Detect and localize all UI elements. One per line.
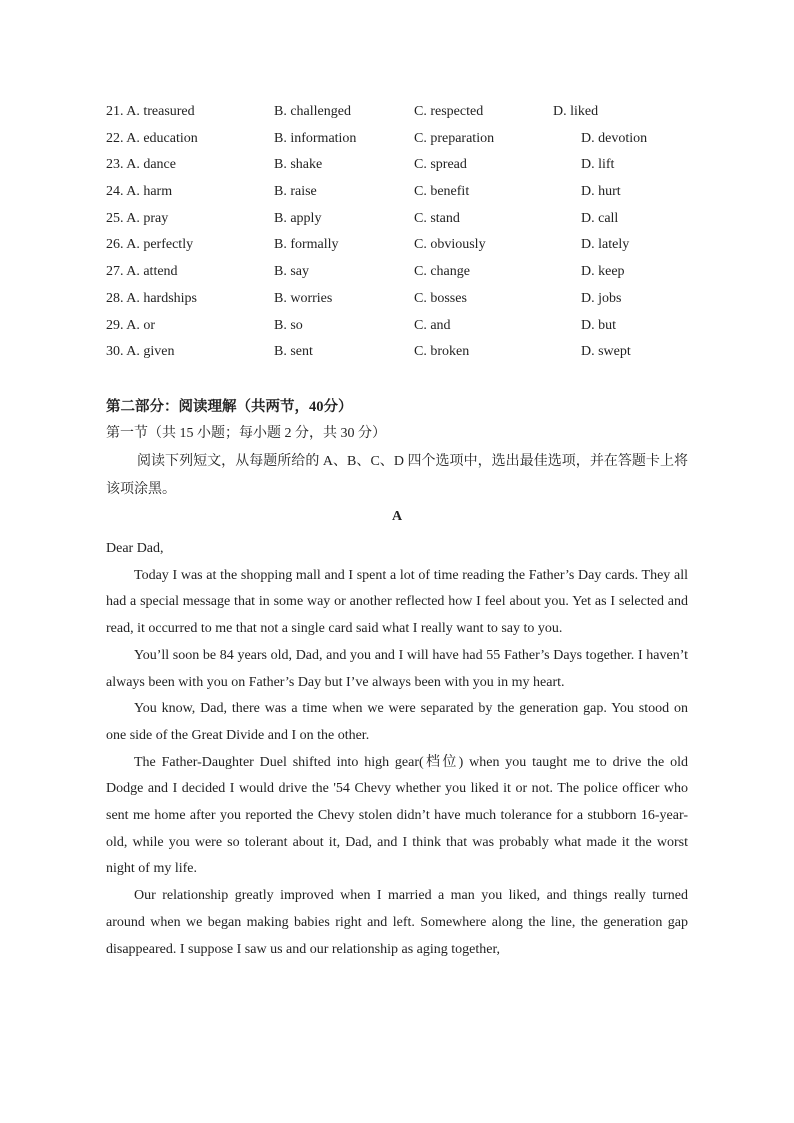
paragraph: Our relationship greatly improved when I married a man you liked, and things really turned around when we began making babies right and left. Somewhere along the line, the generation gap disappeared. I suppose I saw us and our relationship as aging together, [106,888,688,957]
part-heading: 第二部分：阅读理解（共两节，40分） [106,399,353,415]
option-a: 24. A. harm [106,184,173,200]
paragraph: You’ll soon be 84 years old, Dad, and you and I will have had 55 Father’s Days together. I haven’t always been with you on Father’s Day but I’ve always been with you in my heart. [106,647,688,690]
paragraph: Today I was at the shopping mall and I spent a lot of time reading the Father’s Day cards. They all had a special message that in some way or another reflected how I feel about you. Yet as I selected and read, it occurred to me that not a single card said what I really want to say to you. [106,567,688,637]
option-a: 27. A. attend [106,264,178,280]
option-c: C. respected [414,104,484,119]
option-b: B. sent [274,344,313,360]
option-d: D. keep [581,264,625,280]
passage-label: A [391,509,403,524]
option-c: C. broken [414,344,470,360]
option-c: C. stand [414,210,460,226]
option-c: C. obviously [414,237,486,253]
option-c: C. preparation [414,130,495,146]
option-a: 21. A. treasured [106,104,195,119]
option-c: C. bosses [414,290,467,306]
option-c: C. and [414,317,451,333]
option-c: C. change [414,264,470,280]
option-d: D. call [581,210,619,226]
option-a: 30. A. given [106,344,175,360]
option-row-21 [106,102,706,129]
option-d: D. jobs [581,290,622,306]
option-row-29 [106,316,706,343]
option-a: 28. A. hardships [106,290,197,306]
option-row-22 [106,129,706,156]
option-a: 29. A. or [106,317,155,333]
option-row-25 [106,209,706,236]
option-row-26 [106,235,706,262]
section-heading: 第一节（共 15 小题；每小题 2 分，共 30 分） [106,426,386,441]
option-b: B. worries [274,290,333,306]
option-c: C. benefit [414,184,470,200]
instructions: 阅读下列短文，从每题所给的 A、B、C、D 四个选项中，选出最佳选项，并在答题卡上将该项涂黑。 [106,454,688,497]
option-b: B. apply [274,210,322,226]
option-b: B. information [274,130,357,146]
option-row-27 [106,262,706,289]
option-d: D. liked [553,104,599,119]
option-d: D. swept [581,344,631,360]
option-row-28 [106,289,706,316]
passage-body [106,536,688,963]
option-row-23 [106,155,706,182]
paragraph: The Father-Daughter Duel shifted into high gear(档位) when you taught me to drive the old Dodge and I decided I would drive the '54 Chevy whether you liked it or not. The police officer who sent me home after you reported the Chevy stolen didn’t have much tolerance for a stubborn 16-year-old, while you were so tolerant about it, Dad, and I think that was probably what made it the worst night of my life. [106,754,688,877]
option-row-24 [106,182,706,209]
option-b: B. say [274,264,309,280]
option-row-30 [106,342,706,369]
option-d: D. hurt [581,184,621,200]
option-b: B. shake [274,157,323,173]
letter-greeting: Dear Dad, [106,541,164,556]
option-d: D. lately [581,237,630,253]
option-b: B. challenged [274,104,351,119]
option-c: C. spread [414,157,467,173]
option-d: D. but [581,317,616,333]
option-d: D. devotion [581,130,648,146]
option-d: D. lift [581,157,615,173]
paragraph: You know, Dad, there was a time when we were separated by the generation gap. You stood on one side of the Great Divide and I on the other. [106,701,688,743]
option-a: 26. A. perfectly [106,237,194,253]
option-b: B. so [274,317,303,333]
answer-options-list [106,102,706,369]
option-a: 25. A. pray [106,210,169,226]
option-a: 23. A. dance [106,157,176,173]
option-b: B. raise [274,184,317,200]
option-a: 22. A. education [106,130,198,146]
option-b: B. formally [274,237,339,253]
